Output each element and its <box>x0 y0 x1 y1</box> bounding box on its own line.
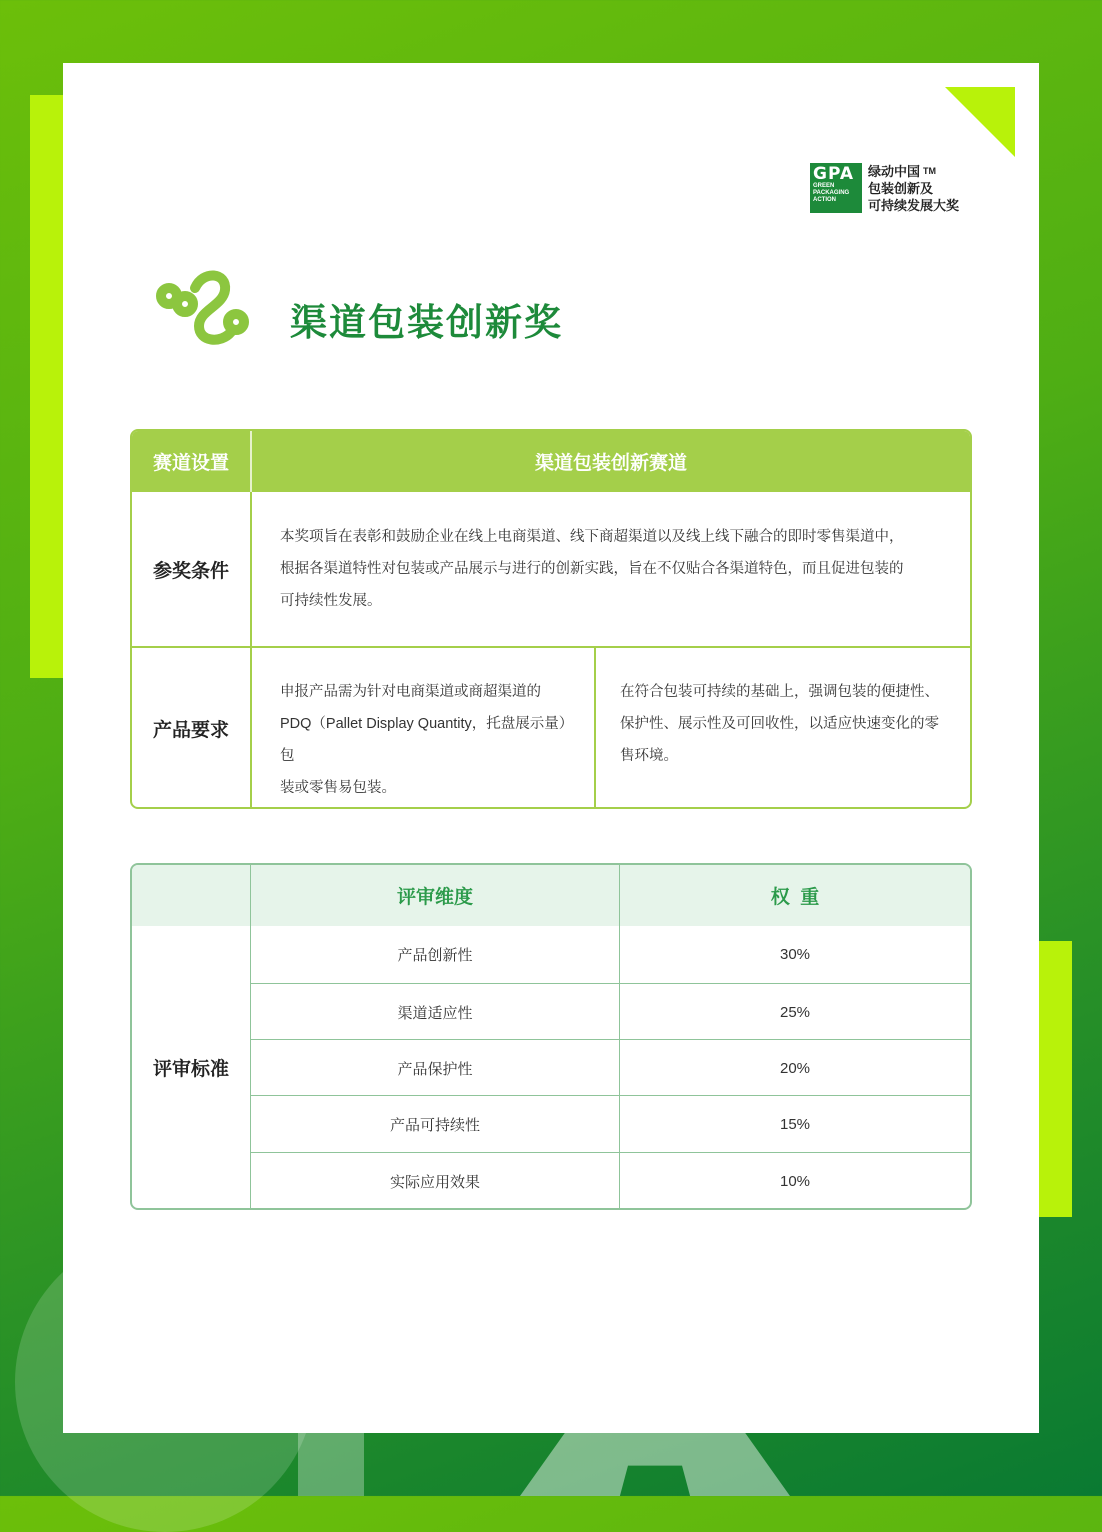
lime-accent-bar-right <box>1039 941 1072 1217</box>
page-title: 渠道包装创新奖 <box>290 302 563 343</box>
logo-line: 绿动中国 <box>868 164 921 179</box>
text-line: 装或零售易包装。 <box>280 780 396 796</box>
requirements-right-text <box>620 676 960 772</box>
text-line: 售环境。 <box>620 748 678 764</box>
table-row <box>251 984 970 1040</box>
logo-line: 可持续发展大奖 <box>868 198 960 213</box>
curvy-path-icon <box>155 266 251 350</box>
table-row <box>251 1096 970 1152</box>
table-row <box>251 1040 970 1096</box>
row-label-eligibility: 参奖条件 <box>152 560 229 582</box>
logo-text <box>868 163 959 214</box>
eligibility-text <box>280 521 960 617</box>
logo-sub-line: ACTION <box>813 197 836 203</box>
text-line: 本奖项旨在表彰和鼓励企业在线上电商渠道、线下商超渠道以及线上线下融合的即时零售渠道中， <box>280 529 904 545</box>
row-divider <box>132 646 970 648</box>
background-bar-decoration <box>298 1430 364 1496</box>
logo-sub-line: GREEN <box>813 183 835 189</box>
dimension-cell: 渠道适应性 <box>397 1004 473 1022</box>
weight-cell: 25% <box>779 1003 811 1021</box>
gpa-logo-mark <box>810 163 862 213</box>
header-weight: 权 重 <box>770 887 820 908</box>
logo-mark-text: GPA <box>813 164 855 184</box>
row-label-requirements: 产品要求 <box>152 720 229 741</box>
dimension-cell: 产品可持续性 <box>389 1116 480 1134</box>
gpa-logo <box>810 163 959 214</box>
evaluation-criteria-table <box>130 863 972 1210</box>
text-line: 申报产品需为针对电商渠道或商超渠道的 <box>280 684 541 700</box>
cell-divider <box>594 648 596 809</box>
weight-cell: 15% <box>779 1115 811 1133</box>
header-track-settings: 赛道设置 <box>152 453 229 474</box>
header-dimension: 评审维度 <box>396 887 473 908</box>
dimension-cell: 产品创新性 <box>397 946 473 964</box>
text-line: 根据各渠道特性对包装或产品展示与进行的创新实践，旨在不仅贴合各渠道特色，而且促进包装的 <box>280 561 904 577</box>
logo-line: 包装创新及 <box>868 181 934 196</box>
side-label-criteria: 评审标准 <box>152 1058 229 1080</box>
header-divider <box>250 431 252 492</box>
dimension-cell: 实际应用效果 <box>389 1173 480 1191</box>
trademark-symbol: TM <box>923 166 937 176</box>
weight-cell: 30% <box>779 945 811 963</box>
text-line: PDQ（Pallet Display Quantity，托盘展示量）包 <box>280 716 574 764</box>
table-row <box>251 1153 970 1209</box>
text-line: 可持续性发展。 <box>280 593 382 609</box>
dimension-cell: 产品保护性 <box>397 1060 473 1078</box>
header-track-name: 渠道包装创新赛道 <box>534 453 687 474</box>
weight-cell: 10% <box>779 1172 811 1190</box>
lime-accent-bar-left <box>30 95 63 678</box>
text-line: 在符合包装可持续的基础上，强调包装的便捷性、 <box>620 684 939 700</box>
logo-sub-line: PACKAGING <box>813 190 850 196</box>
track-settings-table <box>130 429 972 809</box>
weight-cell: 20% <box>779 1059 811 1077</box>
text-line: 保护性、展示性及可回收性，以适应快速变化的零 <box>620 716 939 732</box>
requirements-left-text <box>280 676 580 804</box>
table-row <box>251 926 970 982</box>
